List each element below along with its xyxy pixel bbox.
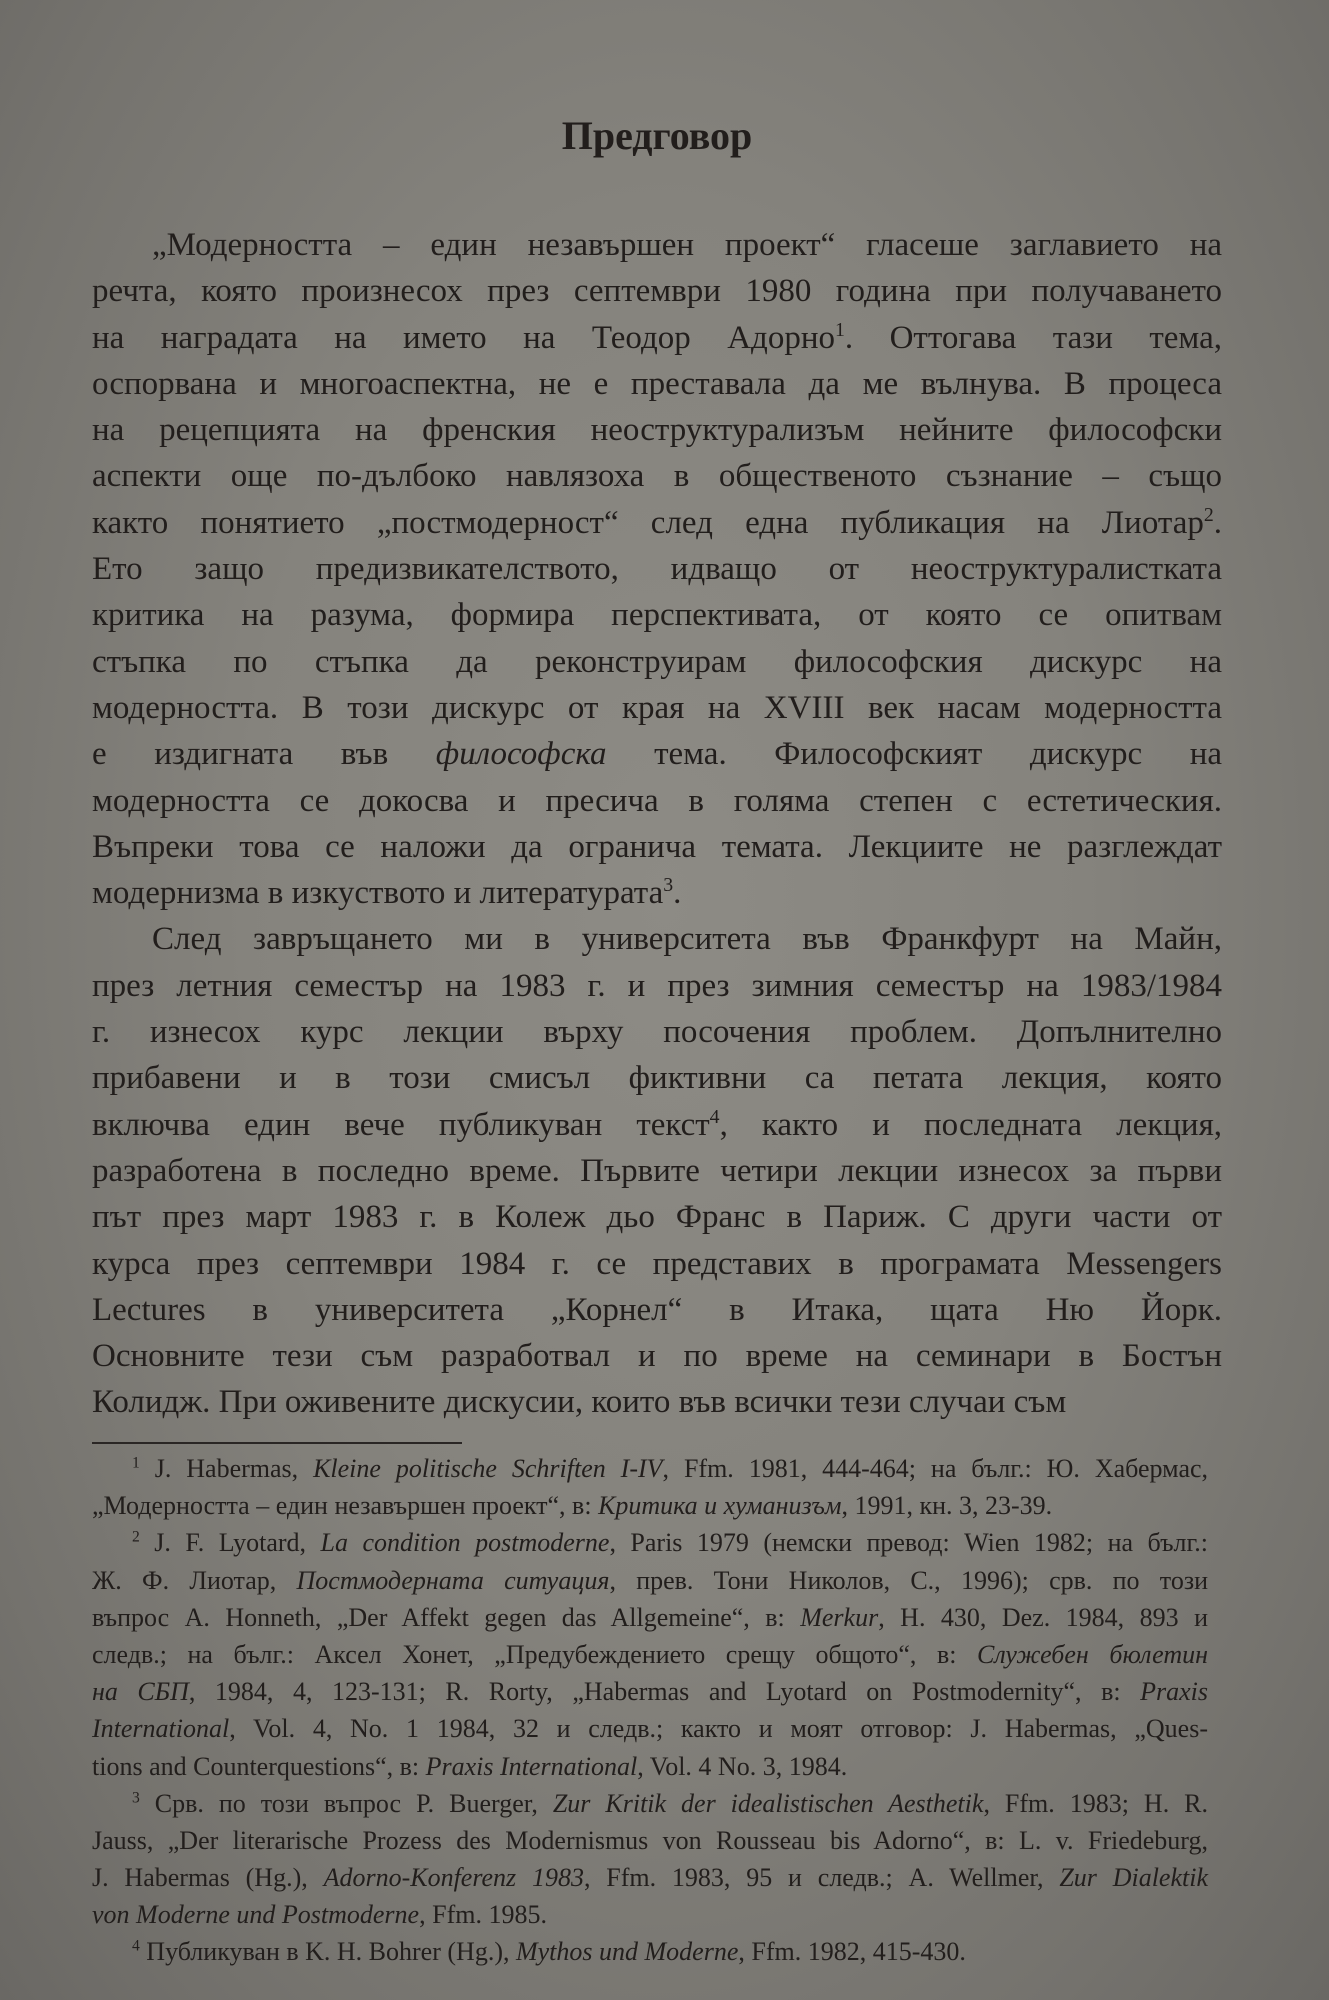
text-line	[92, 1148, 1222, 1194]
text-run: Колидж. При оживените дискусии, които във всички тези случаи съм	[92, 1384, 1067, 1421]
italic-text: Служебен бюлетин	[977, 1639, 1208, 1669]
text-run: , както и последната лекция,	[719, 1106, 1222, 1143]
text-line	[92, 1055, 1222, 1101]
text-line	[92, 1933, 1208, 1970]
footnotes	[92, 1442, 1208, 1971]
italic-text: International	[92, 1714, 230, 1744]
italic-text: Praxis	[1140, 1677, 1208, 1707]
italic-text: Zur Kritik der idealistischen Aesthetik	[552, 1788, 984, 1818]
italic-text: Критика и хуманизъм	[598, 1491, 842, 1521]
text-run: оспорвана и многоаспектна, не е преставала да ме вълнува. В процеса	[92, 365, 1222, 402]
text-run: tions and Counterquestions“, в:	[92, 1751, 426, 1781]
text-run: както понятието „постмодерност“ след една публикация на Лиотар	[92, 504, 1204, 541]
italic-text: Zur Dialektik	[1059, 1863, 1208, 1893]
text-run: След завръщането ми в университета във Франкфурт на Майн,	[152, 921, 1222, 958]
text-line	[92, 1822, 1208, 1859]
text-line	[92, 222, 1222, 268]
text-line	[92, 1896, 1208, 1933]
text-line	[92, 1194, 1222, 1240]
text-line	[92, 1009, 1222, 1055]
text-run: Ето защо предизвикателството, идващо от неоструктуралистката	[92, 551, 1222, 588]
text-line	[92, 546, 1222, 592]
text-line	[92, 778, 1222, 824]
text-line	[92, 1710, 1208, 1747]
footnote-divider	[92, 1442, 462, 1444]
text-line	[92, 268, 1222, 314]
text-line	[92, 315, 1222, 361]
italic-text: Adorno-Konferenz 1983	[323, 1863, 584, 1893]
footnote-marker: 4	[132, 1937, 140, 1955]
footnote-marker: 1	[835, 318, 845, 341]
text-line	[92, 1748, 1208, 1785]
italic-text: Praxis International	[425, 1751, 638, 1781]
text-line	[92, 963, 1222, 1009]
footnote-marker: 4	[709, 1105, 720, 1128]
text-run: речта, която произнесох през септември 1980 година при получаването	[92, 273, 1222, 310]
text-line	[92, 1287, 1222, 1333]
page-title: Предговор	[561, 113, 753, 158]
text-line	[92, 916, 1222, 962]
text-run: J. F. Lyotard,	[139, 1528, 321, 1558]
text-line	[92, 870, 1222, 916]
text-run: включва един вече публикуван текст	[92, 1106, 710, 1143]
text-line	[92, 500, 1222, 546]
text-run: J. Habermas,	[139, 1454, 314, 1483]
footnote-marker: 2	[1203, 503, 1214, 526]
text-run: , 1991, кн. 3, 23-39.	[841, 1491, 1053, 1521]
italic-text: von Moderne und Postmoderne	[92, 1900, 420, 1930]
text-run: . Оттогава тази тема,	[844, 319, 1222, 356]
text-run: „Модерността – един незавършен проект“, в:	[92, 1491, 599, 1521]
body-text	[92, 222, 1222, 1426]
text-run: , Paris 1979 (немски превод: Wien 1982; на бълг.:	[609, 1528, 1208, 1558]
text-line	[92, 1450, 1208, 1487]
text-run: , 1984, 4, 123-131; R. Rorty, „Habermas and Lyotard on Postmodernity“, в:	[188, 1677, 1141, 1707]
footnote-marker: 2	[132, 1528, 140, 1546]
text-run: прибавени и в този смисъл фиктивни са петата лекция, която	[92, 1060, 1222, 1097]
text-run: , Vol. 4, No. 1 1984, 32 и следв.; както и моят отговор: J. Habermas, „Ques-	[229, 1714, 1208, 1744]
text-line	[92, 824, 1222, 870]
text-run: модернизма в изкуството и литературата	[92, 875, 664, 912]
text-run: , Ffm. 1985.	[419, 1900, 547, 1930]
italic-text: Kleine politische Schriften I-IV	[313, 1454, 663, 1483]
text-run: Срв. по този въпрос P. Buerger,	[139, 1788, 553, 1818]
text-run: Lectures в университета „Корнел“ в Итака, щата Ню Йорк.	[92, 1291, 1222, 1328]
paragraph	[92, 916, 1222, 1425]
text-line	[92, 1599, 1208, 1636]
text-run: на рецепцията на френския неоструктурализъм нейните философски	[92, 412, 1222, 449]
footnote	[92, 1450, 1208, 1524]
paragraph	[92, 222, 1222, 916]
italic-text: на СБП	[92, 1677, 189, 1707]
text-line	[92, 1636, 1208, 1673]
text-run: J. Habermas (Hg.),	[92, 1863, 324, 1893]
text-run: , Ffm. 1983; H. R.	[983, 1788, 1209, 1818]
text-run: курса през септември 1984 г. се представих в програмата Messengers	[92, 1245, 1222, 1282]
text-line	[92, 1785, 1208, 1822]
footnote-marker: 1	[132, 1454, 140, 1472]
text-run: модерността. В този дискурс от края на XVIII век насам модерността	[92, 689, 1222, 726]
text-line	[92, 685, 1222, 731]
text-line	[92, 1562, 1208, 1599]
footnote-marker: 3	[663, 874, 674, 897]
text-run: разработена в последно време. Първите четири лекции изнесох за първи	[92, 1152, 1222, 1189]
text-run: въпрос A. Honneth, „Der Affekt gegen das Allgemeine“, в:	[92, 1602, 801, 1632]
italic-text: Mythos und Moderne	[515, 1937, 739, 1967]
footnote-marker: 3	[132, 1789, 140, 1807]
text-run: г. изнесох курс лекции върху посочения проблем. Допълнително	[92, 1014, 1222, 1051]
text-run: Публикуван в K. H. Bohrer (Hg.),	[139, 1937, 516, 1967]
text-run: на наградата на името на Теодор Адорно	[92, 319, 835, 356]
text-run: .	[1213, 504, 1222, 541]
text-run: път през март 1983 г. в Колеж дьо Франс в Париж. С други части от	[92, 1199, 1222, 1236]
text-run: Основните тези съм разработвал и по време на семинари в Бостън	[92, 1338, 1222, 1375]
text-run: следв.; на бълг.: Аксел Хонет, „Предубеждението срещу общото“, в:	[92, 1639, 978, 1669]
italic-text: La condition postmoderne	[320, 1528, 610, 1558]
text-line	[92, 1859, 1208, 1896]
text-run: е издигната във	[92, 736, 436, 773]
text-run: аспекти още по-дълбоко навлязоха в общественото съзнание – също	[92, 458, 1222, 495]
footnote	[92, 1524, 1208, 1784]
text-line	[92, 1673, 1208, 1710]
italic-text: философска	[435, 736, 607, 773]
text-line	[92, 731, 1222, 777]
text-run: , Ffm. 1983, 95 и следв.; A. Wellmer,	[583, 1863, 1060, 1893]
text-run: стъпка по стъпка да реконструирам философския дискурс на	[92, 643, 1222, 680]
text-line	[92, 361, 1222, 407]
text-line	[92, 592, 1222, 638]
text-line	[92, 1379, 1222, 1425]
text-line	[92, 1102, 1222, 1148]
text-line	[92, 1487, 1208, 1524]
text-run: , H. 430, Dez. 1984, 893 и	[878, 1602, 1209, 1632]
text-line	[92, 407, 1222, 453]
text-line	[92, 1524, 1208, 1561]
text-line	[92, 1333, 1222, 1379]
text-run: тема. Философският дискурс на	[606, 736, 1223, 773]
text-line	[92, 639, 1222, 685]
text-run: „Модерността – един незавършен проект“ гласеше заглавието на	[152, 227, 1222, 263]
text-run: , Vol. 4 No. 3, 1984.	[637, 1751, 848, 1781]
text-run: Въпреки това се наложи да огранича темата. Лекциите не разглеждат	[92, 828, 1222, 865]
text-run: модерността се докосва и пресича в голяма степен с естетическия.	[92, 782, 1222, 819]
text-run: .	[673, 875, 682, 912]
text-line	[92, 1241, 1222, 1287]
text-run: Ж. Ф. Лиотар,	[92, 1565, 297, 1595]
text-run: през летния семестър на 1983 г. и през зимния семестър на 1983/1984	[92, 967, 1222, 1004]
text-run: критика на разума, формира перспективата, от която се опитвам	[92, 597, 1222, 634]
italic-text: Постмодерната ситуация	[296, 1565, 610, 1595]
text-run: Jauss, „Der literarische Prozess des Modernismus von Rousseau bis Adorno“, в: L. v. Friedeburg,	[92, 1825, 1208, 1855]
text-run: , Ffm. 1982, 415-430.	[738, 1937, 966, 1967]
footnote	[92, 1785, 1208, 1934]
text-line	[92, 453, 1222, 499]
text-run: , Ffm. 1981, 444-464; на бълг.: Ю. Хабермас,	[662, 1454, 1209, 1483]
text-run: , прев. Тони Николов, С., 1996); срв. по този	[609, 1565, 1209, 1595]
italic-text: Merkur	[800, 1602, 879, 1632]
footnote	[92, 1933, 1208, 1970]
